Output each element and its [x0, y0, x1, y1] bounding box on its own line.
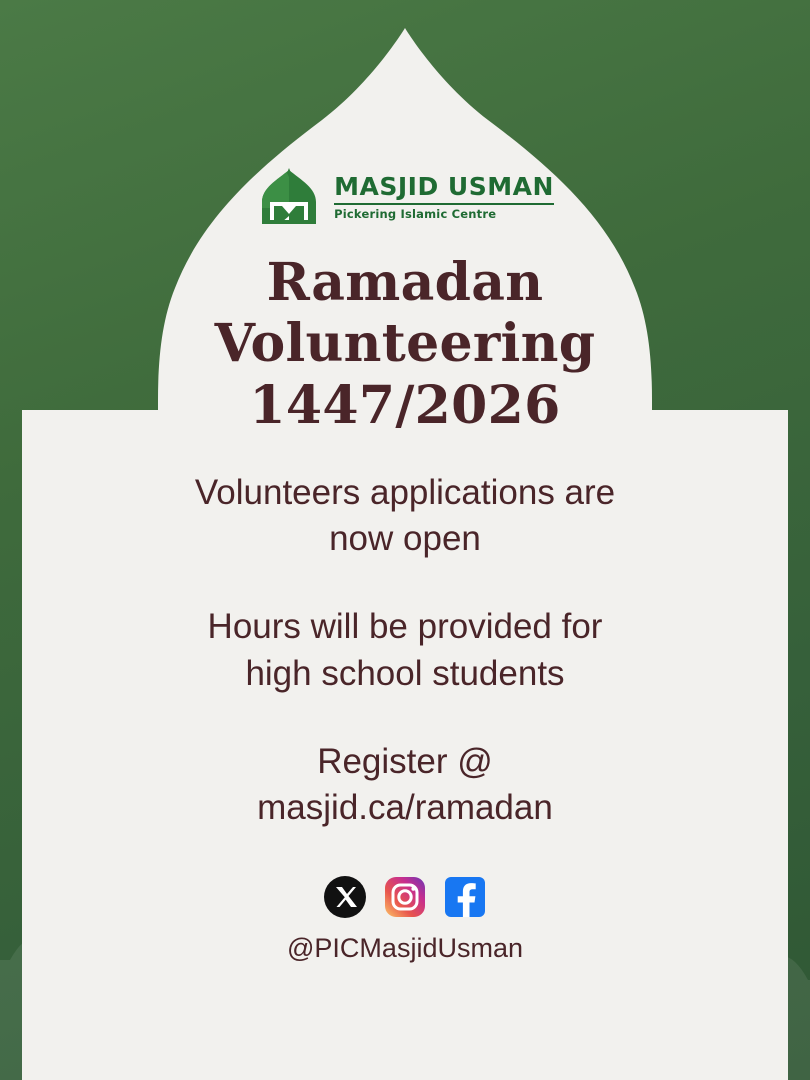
card-content	[22, 28, 788, 1080]
logo-text	[334, 171, 554, 221]
instagram-icon[interactable]	[383, 875, 427, 919]
logo	[256, 168, 554, 226]
volunteer-hours-line-2: high school students	[245, 653, 565, 693]
register-line-1: Register @	[317, 741, 493, 781]
headline-line-3: 1447/2026	[249, 374, 561, 436]
logo-title: MASJID USMAN	[334, 171, 554, 201]
register-text	[257, 739, 553, 831]
applications-open-line-2: now open	[329, 519, 481, 559]
social-handle: @PICMasjidUsman	[287, 933, 523, 964]
headline-line-2: Volunteering	[214, 313, 596, 375]
logo-divider	[334, 203, 554, 205]
arch-card	[22, 28, 788, 1080]
social-links	[323, 875, 487, 919]
x-twitter-icon[interactable]	[323, 875, 367, 919]
page-title	[215, 252, 596, 436]
volunteer-hours-line-1: Hours will be provided for	[207, 607, 603, 647]
mosque-dome-m-icon	[256, 168, 322, 226]
applications-open-line-1: Volunteers applications are	[194, 473, 616, 513]
volunteer-hours-text	[208, 604, 603, 696]
logo-subtitle: Pickering Islamic Centre	[334, 206, 497, 221]
facebook-icon[interactable]	[443, 875, 487, 919]
applications-open-text	[195, 470, 615, 562]
register-url[interactable]: masjid.ca/ramadan	[257, 788, 553, 828]
headline-line-1: Ramadan	[266, 252, 544, 313]
